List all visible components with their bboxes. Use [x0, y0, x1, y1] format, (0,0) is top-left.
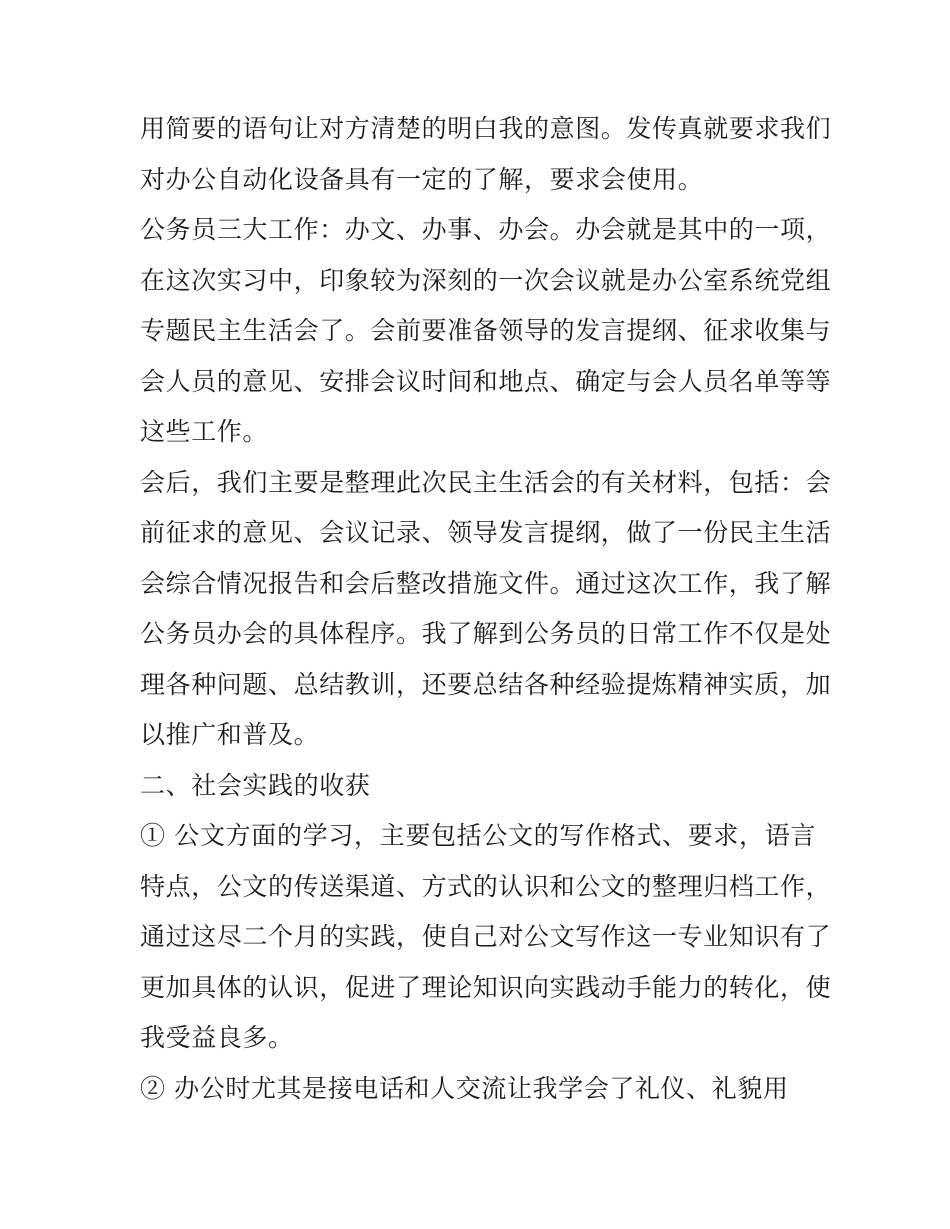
text-line: 以推广和普及。: [140, 720, 320, 749]
text-line: 会人员的意见、安排会议时间和地点、确定与会人员名单等等: [140, 366, 832, 396]
text-line: 通过这尽二个月的实践，使自己对公文写作这一专业知识有了: [140, 922, 832, 951]
document-body: [140, 104, 832, 1114]
paragraph-item-2-etiquette: [140, 1064, 816, 1115]
text-line: 专题民主生活会了。会前要准备领导的发言提纲、征求收集与: [140, 316, 832, 345]
text-line: 理各种问题、总结教训，还要总结各种经验提炼精神实质，加: [140, 669, 832, 699]
text-line: 会后，我们主要是整理此次民主生活会的有关材料，包括：会: [140, 467, 832, 497]
paragraph-three-tasks: [140, 205, 832, 458]
text-line: 二、社会实践的收获: [140, 770, 371, 800]
paragraph-fax-intent: [140, 104, 832, 205]
text-line: ① 公文方面的学习，主要包括公文的写作格式、要求，语言: [140, 821, 816, 850]
text-line: 公务员三大工作：办文、办事、办会。办会就是其中的一项，: [140, 215, 832, 244]
text-line: 我受益良多。: [140, 1023, 294, 1052]
text-line: 特点，公文的传送渠道、方式的认识和公文的整理归档工作，: [140, 871, 832, 901]
text-line: 更加具体的认识，促进了理论知识向实践动手能力的转化，使: [140, 972, 832, 1002]
text-line: 用简要的语句让对方清楚的明白我的意图。发传真就要求我们: [140, 114, 832, 143]
text-line: ② 办公时尤其是接电话和人交流让我学会了礼仪、礼貌用: [140, 1073, 789, 1103]
text-line: 在这次实习中，印象较为深刻的一次会议就是办公室系统党组: [140, 265, 832, 295]
paragraph-after-meeting: [140, 458, 832, 761]
text-line: 前征求的意见、会议记录、领导发言提纲，做了一份民主生活: [140, 518, 832, 547]
text-line: 对办公自动化设备具有一定的了解，要求会使用。: [140, 164, 704, 194]
text-line: 这些工作。: [140, 417, 269, 446]
text-line: 公务员办会的具体程序。我了解到公务员的日常工作不仅是处: [140, 619, 832, 648]
text-line: 会综合情况报告和会后整改措施文件。通过这次工作，我了解: [140, 568, 832, 598]
paragraph-item-1-official-docs: [140, 811, 832, 1064]
section-heading-gains: [140, 761, 816, 812]
